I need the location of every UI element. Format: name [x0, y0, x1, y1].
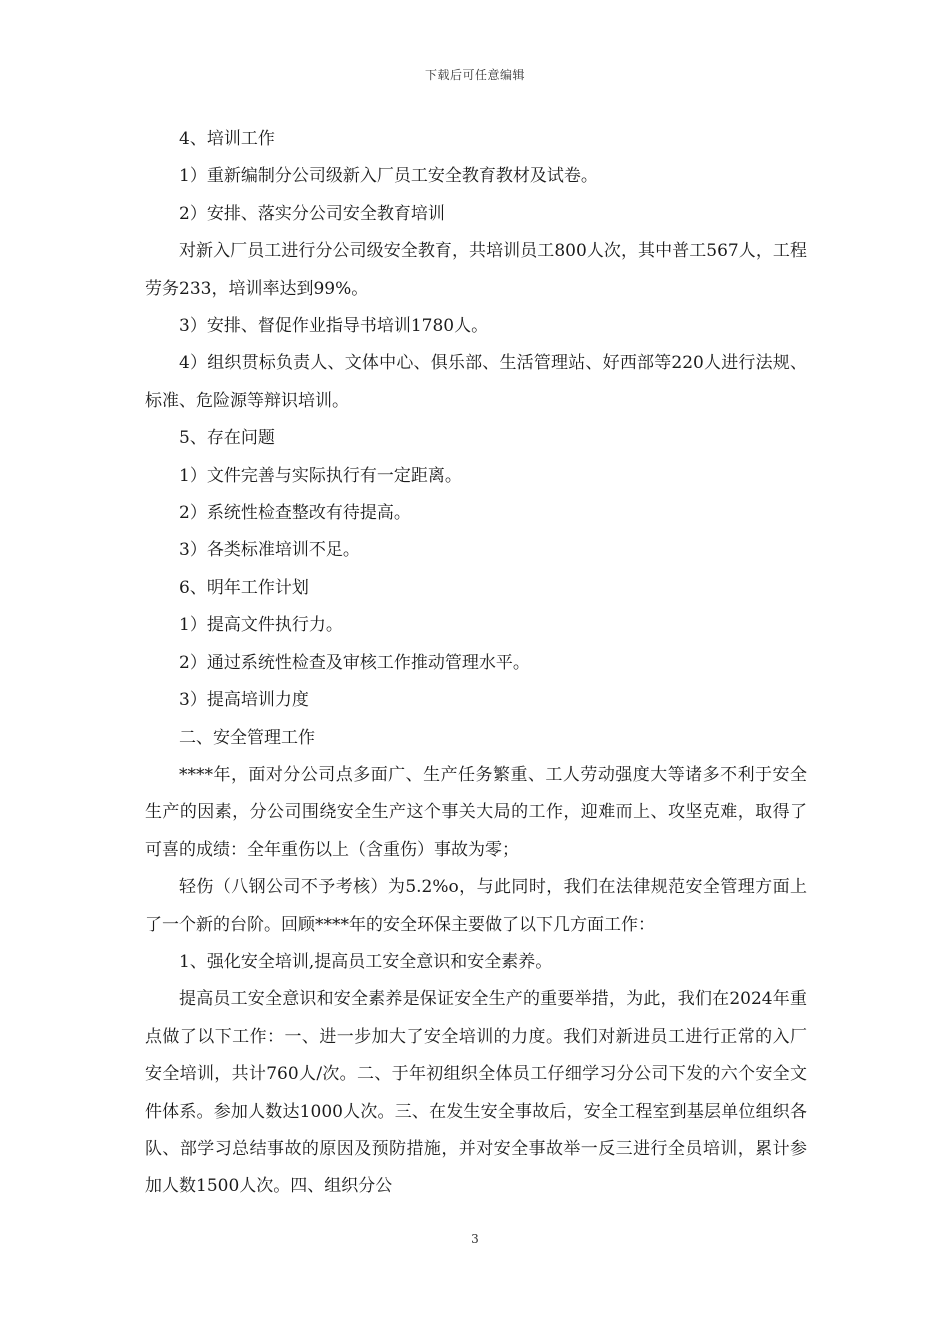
- body-paragraph: ****年，面对分公司点多面广、生产任务繁重、工人劳动强度大等诸多不利于安全生产的因素，分公司围绕安全生产这个事关大局的工作，迎难而上、攻坚克难，取得了可喜的成绩：全年重伤以上（含重伤）事故为零；: [145, 764, 807, 860]
- list-item: 1）提高文件执行力。: [179, 615, 343, 636]
- header-note: 下载后可任意编辑: [424, 68, 525, 82]
- list-item: 2）通过系统性检查及审核工作推动管理水平。: [179, 652, 530, 673]
- section-heading: 5、存在问题: [179, 428, 275, 449]
- list-item: 1）重新编制分公司级新入厂员工安全教育教材及试卷。: [179, 166, 598, 187]
- section-heading: 6、明年工作计划: [179, 577, 309, 598]
- list-item: 3）提高培训力度: [179, 690, 309, 711]
- list-item: 1）文件完善与实际执行有一定距离。: [179, 465, 462, 486]
- list-item: 2）系统性检查整改有待提高。: [179, 503, 411, 524]
- list-item: 3）安排、督促作业指导书培训1780人。: [179, 316, 489, 337]
- body-paragraph: 对新入厂员工进行分公司级安全教育，共培训员工800人次，其中普工567人，工程劳务233，培训率达到99%。: [145, 241, 807, 299]
- section-heading: 4、培训工作: [179, 129, 275, 149]
- list-item: 4）组织贯标负责人、文体中心、俱乐部、生活管理站、好西部等220人进行法规、标准、危险源等辩识培训。: [145, 353, 807, 411]
- page-number: 3: [471, 1232, 479, 1246]
- section-heading: 1、强化安全培训,提高员工安全意识和安全素养。: [179, 951, 553, 972]
- list-item: 3）各类标准培训不足。: [179, 540, 360, 561]
- body-paragraph: 提高员工安全意识和安全素养是保证安全生产的重要举措，为此，我们在2024年重点做了以下工作：一、进一步加大了安全培训的力度。我们对新进员工进行正常的入厂安全培训，共计760人/次。二、于年初组织全体员工仔细学习分公司下发的六个安全文件体系。参加人数达1000人次。三、在发生安全事故后，安全工程室到基层单位组织各队、部学习总结事故的原因及预防措施，并对安全事故举一反三进行全员培训，累计参加人数1500人次。四、组织分公: [145, 989, 807, 1197]
- body-paragraph: 轻伤（八钢公司不予考核）为5.2%o，与此同时，我们在法律规范安全管理方面上了一个新的台阶。回顾****年的安全环保主要做了以下几方面工作：: [145, 877, 807, 935]
- list-item: 2）安排、落实分公司安全教育培训: [179, 203, 445, 224]
- document-body: [145, 121, 807, 1206]
- chapter-heading: 二、安全管理工作: [179, 727, 315, 748]
